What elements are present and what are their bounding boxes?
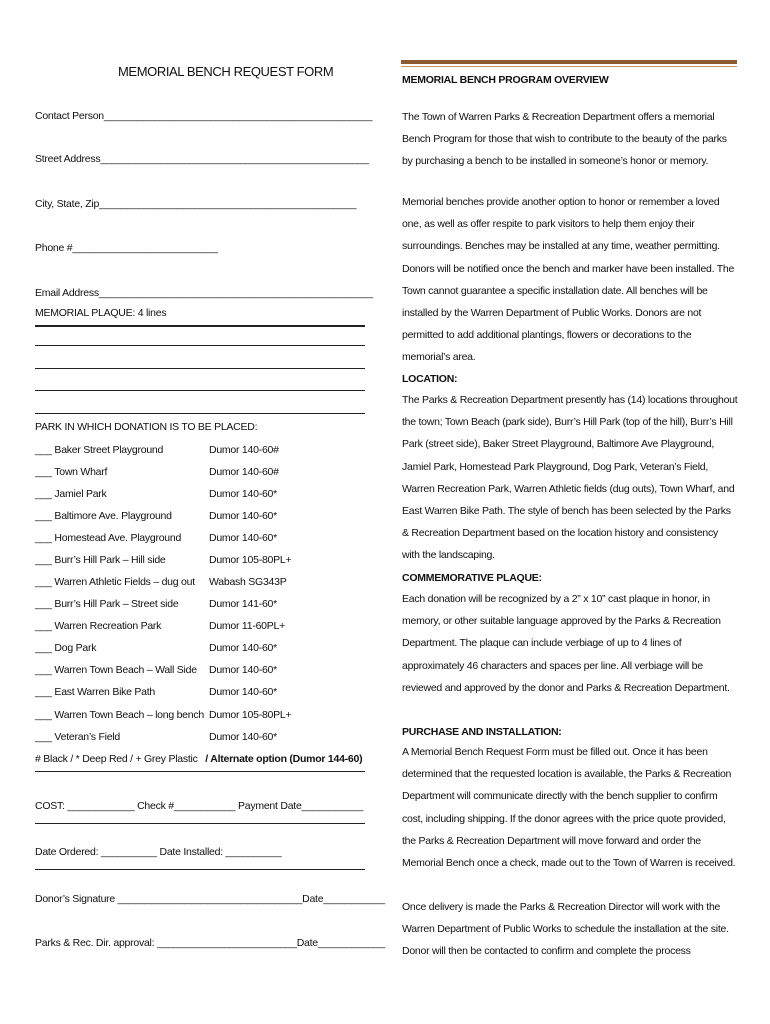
plaque-text: Each donation will be recognized by a 2” x 10” cast plaque in honor, in memory, or other suitable language approved by the Parks & Recreation Department. The plaque can include verbiage of up to 4 lines of approximately 46 characters and spaces per line. All verbiage will be reviewed and approved by the donor and Parks & Recreation Department. [402, 593, 730, 694]
bench-model: Dumor 140-60* [209, 664, 277, 676]
purchase-heading: PURCHASE AND INSTALLATION: [402, 726, 562, 738]
park-option[interactable]: ___ Veteran’s Field [35, 731, 120, 743]
bench-model: Dumor 140-60* [209, 686, 277, 698]
park-option[interactable]: ___ Homestead Ave. Playground [35, 532, 182, 544]
section-divider [35, 823, 365, 824]
section-divider [35, 325, 365, 327]
park-option[interactable]: ___ Burr’s Hill Park – Hill side [35, 554, 166, 566]
contact-person-field[interactable]: Contact Person________________________________________________ [35, 110, 373, 122]
plaque-label: MEMORIAL PLAQUE: 4 lines [35, 307, 167, 319]
delivery-text: Once delivery is made the Parks & Recreation Director will work with the Warren Department of Public Works to schedule the installation at the site. Donor will then be contacted to confirm and complete the process [402, 901, 729, 958]
date-line[interactable]: Date Ordered: __________ Date Installed: __________ [35, 846, 282, 858]
bench-model: Dumor 140-60* [209, 532, 277, 544]
bench-model: Dumor 140-60* [209, 488, 277, 500]
park-label: PARK IN WHICH DONATION IS TO BE PLACED: [35, 421, 258, 433]
cost-line[interactable]: COST: ____________ Check #___________ Payment Date___________ [35, 800, 364, 812]
plaque-heading: COMMEMORATIVE PLAQUE: [402, 572, 542, 584]
header-bar-accent [401, 66, 737, 67]
park-option[interactable]: ___ Baltimore Ave. Playground [35, 510, 172, 522]
plaque-line-3[interactable] [35, 390, 365, 391]
plaque-line-2[interactable] [35, 368, 365, 369]
color-key [35, 753, 362, 765]
plaque-line-1[interactable] [35, 345, 365, 346]
park-option[interactable]: ___ Town Wharf [35, 466, 108, 478]
header-bar [401, 60, 737, 64]
bench-model: Dumor 105-80PL+ [209, 709, 292, 721]
signature-line[interactable]: Donor’s Signature _________________________________Date___________ [35, 893, 385, 905]
overview-paragraph-2: Memorial benches provide another option to honor or remember a loved one, as well as offer respite to park visitors to help them enjoy their surroundings. Benches may be installed at any time, weather permitting. Donors will be notified once the bench and marker have been installed. The Town cannot guarantee a specific installation date. All benches will be installed by the Warren Department of Public Works. Donors are not permitted to add additional plantings, flowers or decorations to the memorial’s area. [402, 196, 735, 364]
park-option[interactable]: ___ Warren Athletic Fields – dug out [35, 576, 195, 588]
bench-model: Dumor 140-60* [209, 731, 277, 743]
park-option[interactable]: ___ East Warren Bike Path [35, 686, 156, 698]
park-option[interactable]: ___ Baker Street Playground [35, 444, 164, 456]
park-option[interactable]: ___ Warren Town Beach – long bench [35, 709, 204, 721]
street-address-field[interactable]: Street Address________________________________________________ [35, 153, 369, 165]
bench-model: Wabash SG343P [209, 576, 287, 588]
park-option[interactable]: ___ Jamiel Park [35, 488, 107, 500]
color-key-text: # Black / * Deep Red / + Grey Plastic [35, 753, 198, 765]
section-divider [35, 869, 365, 870]
city-state-zip-field[interactable]: City, State, Zip______________________________________________ [35, 198, 357, 210]
location-text: The Parks & Recreation Department presently has (14) locations throughout the town; Town Beach (park side), Burr’s Hill Park (top of the hill), Burr’s Hill Park (street side), Baker Street Playground, Baltimore Ave Playground, Jamiel Park, Homestead Park Playground, Dog Park, Veteran’s Field, Warren Recreation Park, Warren Athletic fields (dug outs), Town Wharf, and East Warren Bike Path. The style of bench has been selected by the Parks & Recreation Department based on the location history and consistency with the landscaping. [402, 394, 738, 562]
park-option[interactable]: ___ Burr’s Hill Park – Street side [35, 598, 179, 610]
email-field[interactable]: Email Address_________________________________________________ [35, 287, 373, 299]
bench-model: Dumor 141-60* [209, 598, 277, 610]
overview-paragraph-1: The Town of Warren Parks & Recreation Department offers a memorial Bench Program for those that wish to contribute to the beauty of the parks by purchasing a bench to be installed in someone’s honor or memory. [402, 111, 727, 168]
approval-line[interactable]: Parks & Rec. Dir. approval: _________________________Date____________ [35, 937, 385, 949]
bench-model: Dumor 140-60# [209, 466, 279, 478]
section-divider [35, 771, 365, 772]
form-title: MEMORIAL BENCH REQUEST FORM [118, 64, 334, 79]
bench-model: Dumor 140-60* [209, 642, 277, 654]
purchase-text: A Memorial Bench Request Form must be filled out. Once it has been determined that the requested location is available, the Parks & Recreation Department will communicate directly with the bench supplier to confirm cost, including shipping. If the donor agrees with the price quote provided, the Parks & Recreation Department will move forward and order the Memorial Bench once a check, made out to the Town of Warren is received. [402, 746, 736, 870]
plaque-line-4[interactable] [35, 413, 365, 414]
alternate-option: / Alternate option (Dumor 144-60) [205, 753, 363, 765]
park-option[interactable]: ___ Warren Recreation Park [35, 620, 162, 632]
phone-field[interactable]: Phone #__________________________ [35, 242, 218, 254]
bench-model: Dumor 11-60PL+ [209, 620, 285, 632]
bench-model: Dumor 105-80PL+ [209, 554, 292, 566]
park-option[interactable]: ___ Dog Park [35, 642, 97, 654]
overview-heading: MEMORIAL BENCH PROGRAM OVERVIEW [402, 74, 609, 86]
bench-model: Dumor 140-60* [209, 510, 277, 522]
bench-model: Dumor 140-60# [209, 444, 279, 456]
park-option[interactable]: ___ Warren Town Beach – Wall Side [35, 664, 197, 676]
location-heading: LOCATION: [402, 373, 458, 385]
